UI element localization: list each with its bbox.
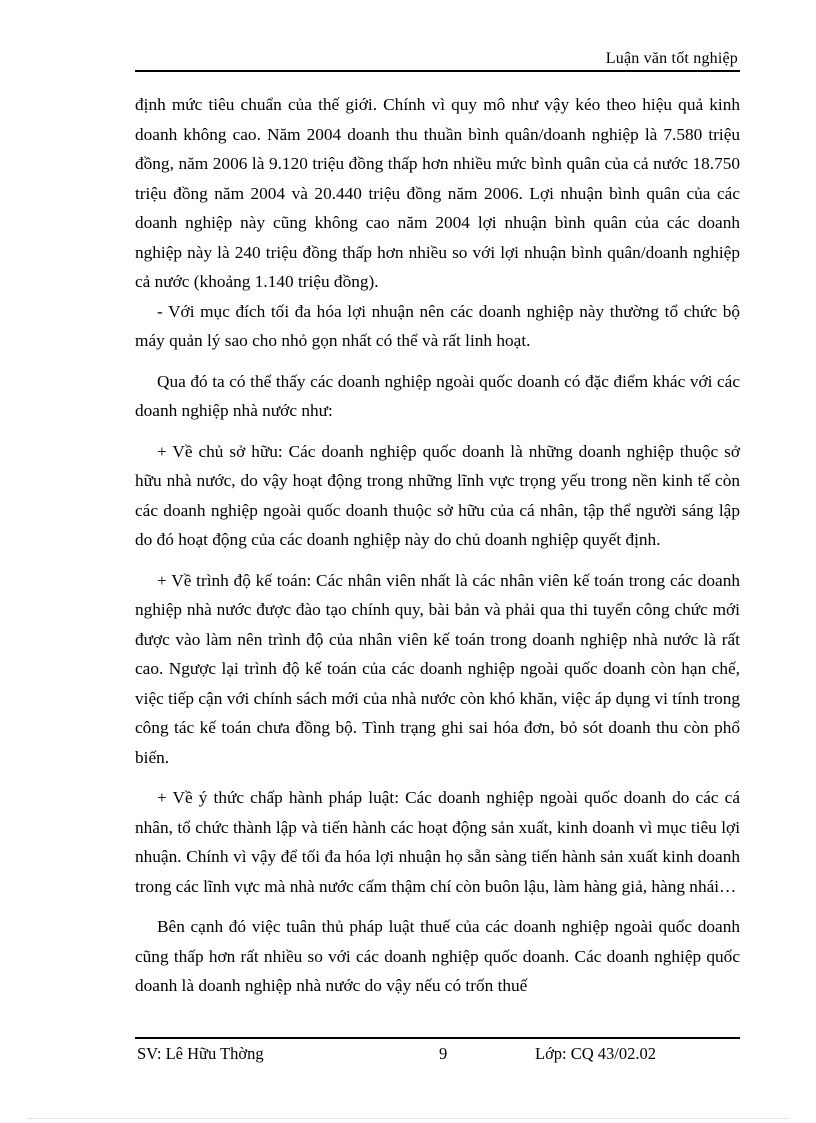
paragraph-ownership: + Về chủ sở hữu: Các doanh nghiệp quốc doanh là những doanh nghiệp thuộc sở hữu nhà nước, do vậy hoạt động trong những lĩnh vực trọng yếu trong nền kinh tế còn các doanh nghiệp ngoài quốc doanh thuộc sở hữu của cá nhân, tập thể người sáng lập do đó hoạt động của các doanh nghiệp này do chủ doanh nghiệp quyết định.	[135, 441, 740, 549]
paragraph-management-structure: - Với mục đích tối đa hóa lợi nhuận nên các doanh nghiệp này thường tổ chức bộ máy quản lý sao cho nhỏ gọn nhất có thể và rất linh hoạt.	[135, 301, 740, 350]
page-header	[135, 48, 740, 72]
footer-page-number: 9	[439, 1044, 448, 1063]
paragraph-profit-scale: định mức tiêu chuẩn của thế giới. Chính vì quy mô như vậy kéo theo hiệu quả kinh doanh không cao. Năm 2004 doanh thu thuần bình quân/doanh nghiệp là 7.580 triệu đồng, năm 2006 là 9.120 triệu đồng thấp hơn nhiều mức bình quân của cả nước 18.750 triệu đồng năm 2004 và 20.440 triệu đồng năm 2006. Lợi nhuận bình quân của các doanh nghiệp này cũng không cao năm 2004 lợi nhuận bình quân của các doanh nghiệp này là 240 triệu đồng thấp hơn nhiều so với lợi nhuận bình quân/doanh nghiệp cả nước (khoảng 1.140 triệu đồng).	[135, 95, 740, 291]
paragraph-accounting-level: + Về trình độ kế toán: Các nhân viên nhất là các nhân viên kế toán trong các doanh nghiệp nhà nước được đào tạo chính quy, bài bản và phải qua thi tuyển công chức mới được vào làm nên trình độ của nhân viên kế toán trong doanh nghiệp nhà nước là rất cao. Ngược lại trình độ kế toán của các doanh nghiệp ngoài quốc doanh còn hạn chế, việc tiếp cận với chính sách mới của nhà nước còn khó khăn, việc áp dụng vi tính trong công tác kế toán chưa đồng bộ. Tình trạng ghi sai hóa đơn, bỏ sót doanh thu còn phổ biến.	[135, 570, 740, 767]
paragraph-tax-compliance: Bên cạnh đó việc tuân thủ pháp luật thuế của các doanh nghiệp ngoài quốc doanh cũng thấp hơn rất nhiều so với các doanh nghiệp quốc doanh. Các doanh nghiệp quốc doanh là doanh nghiệp nhà nước do vậy nếu có trốn thuế	[135, 917, 740, 995]
document-body	[135, 90, 740, 1001]
paragraph-law-compliance: + Về ý thức chấp hành pháp luật: Các doanh nghiệp ngoài quốc doanh do các cá nhân, tổ chức thành lập và tiến hành các hoạt động sản xuất, kinh doanh vì mục tiêu lợi nhuận. Chính vì vậy để tối đa hóa lợi nhuận họ sẵn sàng tiến hành sản xuất kinh doanh trong các lĩnh vực mà nhà nước cấm thậm chí còn buôn lậu, làm hàng giả, hàng nhái…	[135, 788, 740, 896]
footer-author: SV: Lê Hữu Thờng	[137, 1044, 264, 1063]
page-bottom-divider	[28, 1118, 788, 1119]
paragraph-intro-differences: Qua đó ta có thể thấy các doanh nghiệp ngoài quốc doanh có đặc điểm khác với các doanh nghiệp nhà nước như:	[135, 371, 740, 420]
footer-class: Lớp: CQ 43/02.02	[535, 1044, 657, 1063]
header-title: Luận văn tốt nghiệp	[605, 50, 738, 67]
page-footer	[135, 1037, 740, 1069]
